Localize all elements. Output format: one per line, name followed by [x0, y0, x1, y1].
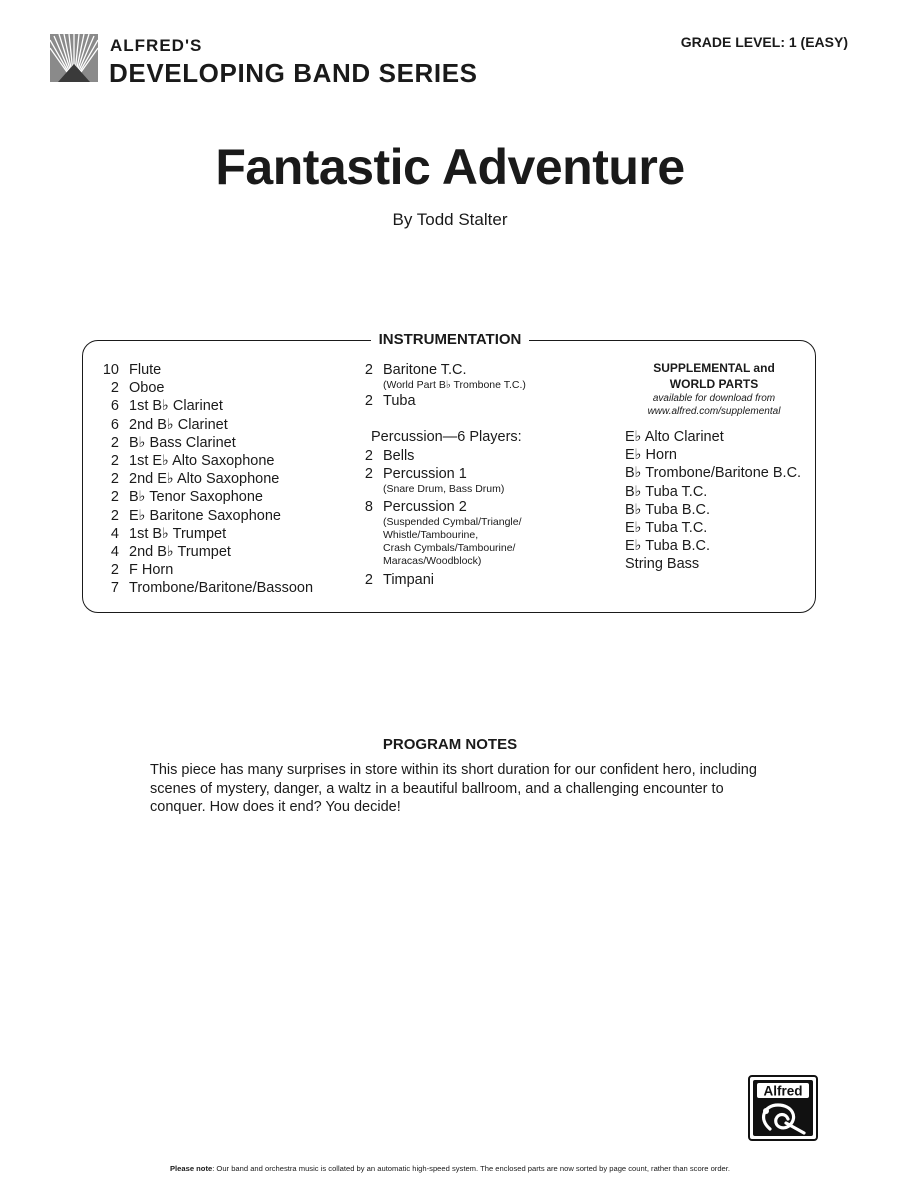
instrument-note: (World Part B♭ Trombone T.C.): [383, 379, 526, 392]
composer: By Todd Stalter: [392, 210, 508, 229]
alfred-publisher-logo-icon: [748, 1075, 818, 1141]
supplemental-item: E♭ Horn: [625, 447, 677, 464]
instrument-row: 2 Bells: [364, 447, 415, 464]
footer-note: Please note: Our band and orchestra music is collated by an automatic high-speed system. The enclosed parts are now sorted by page count, rather than score order.: [169, 1164, 730, 1173]
supplemental-item: B♭ Trombone/Baritone B.C.: [625, 465, 802, 482]
series-name-big: DEVELOPING BAND SERIES: [109, 58, 478, 88]
sunburst-logo-icon: [50, 34, 98, 82]
instrument-row: 6 2nd B♭ Clarinet: [110, 416, 228, 433]
instrument-note: (Snare Drum, Bass Drum): [383, 483, 505, 496]
instrument-row: 2 Timpani: [364, 572, 435, 589]
program-notes-body: This piece has many surprises in store within its short duration for our confident hero, including scenes of mystery, danger, a waltz in a beautiful ballroom, and a challenging encounter to conquer. How does it end? You decide!: [150, 762, 757, 815]
instrument-row: 6 1st B♭ Clarinet: [110, 398, 223, 415]
page-title: Fantastic Adventure: [215, 139, 685, 195]
percussion-heading: Percussion—6 Players:: [371, 429, 522, 446]
instrument-row: 2 F Horn: [110, 562, 174, 579]
supplemental-item: String Bass: [625, 556, 700, 573]
instrument-column-2: [345, 361, 526, 589]
supplemental-list: [625, 428, 801, 574]
instrument-row: 2 Percussion 1: [364, 465, 467, 482]
instrument-row: 2 1st E♭ Alto Saxophone: [110, 453, 275, 470]
instrument-row: 7 Trombone/Baritone/Bassoon: [110, 580, 314, 597]
instrument-row: 2 B♭ Tenor Saxophone: [110, 489, 263, 506]
supplemental-item: E♭ Alto Clarinet: [625, 429, 724, 445]
instrument-row: 4 2nd B♭ Trumpet: [110, 544, 231, 561]
series-name-small: ALFRED'S: [110, 36, 203, 55]
instrument-row: 2 2nd E♭ Alto Saxophone: [110, 471, 280, 488]
supplemental-item: B♭ Tuba B.C.: [625, 501, 711, 518]
instrumentation-heading: INSTRUMENTATION: [0, 331, 900, 349]
supplemental-item: E♭ Tuba B.C.: [625, 538, 711, 555]
instrument-row: 2 Baritone T.C.: [364, 362, 467, 378]
supplemental-heading: SUPPLEMENTAL and WORLD PARTS available for download from www.alfred.com/supplemental: [647, 361, 781, 417]
instrument-row: 4 1st B♭ Trumpet: [110, 525, 227, 542]
instrument-row: 2 Tuba: [364, 393, 416, 410]
program-notes-heading: PROGRAM NOTES: [382, 736, 518, 753]
instrument-column-1: [91, 361, 313, 598]
series-logo: [50, 34, 530, 88]
supplemental-item: B♭ Tuba T.C.: [625, 483, 708, 500]
instrument-row: 2 B♭ Bass Clarinet: [110, 434, 236, 451]
supplemental-item: E♭ Tuba T.C.: [625, 520, 708, 537]
grade-level: GRADE LEVEL: 1 (EASY): [680, 34, 848, 50]
instrument-row: 2 E♭ Baritone Saxophone: [110, 507, 281, 524]
instrument-note: (Suspended Cymbal/Triangle/ Whistle/Tambourine, Crash Cymbals/Tambourine/ Maracas/Woodblock): [383, 516, 522, 568]
instrument-row: 10 Flute: [102, 362, 162, 378]
publisher-logo-text: Alfred: [763, 1083, 803, 1099]
instrument-row: 8 Percussion 2: [364, 499, 467, 516]
instrument-row: 2 Oboe: [110, 380, 165, 397]
